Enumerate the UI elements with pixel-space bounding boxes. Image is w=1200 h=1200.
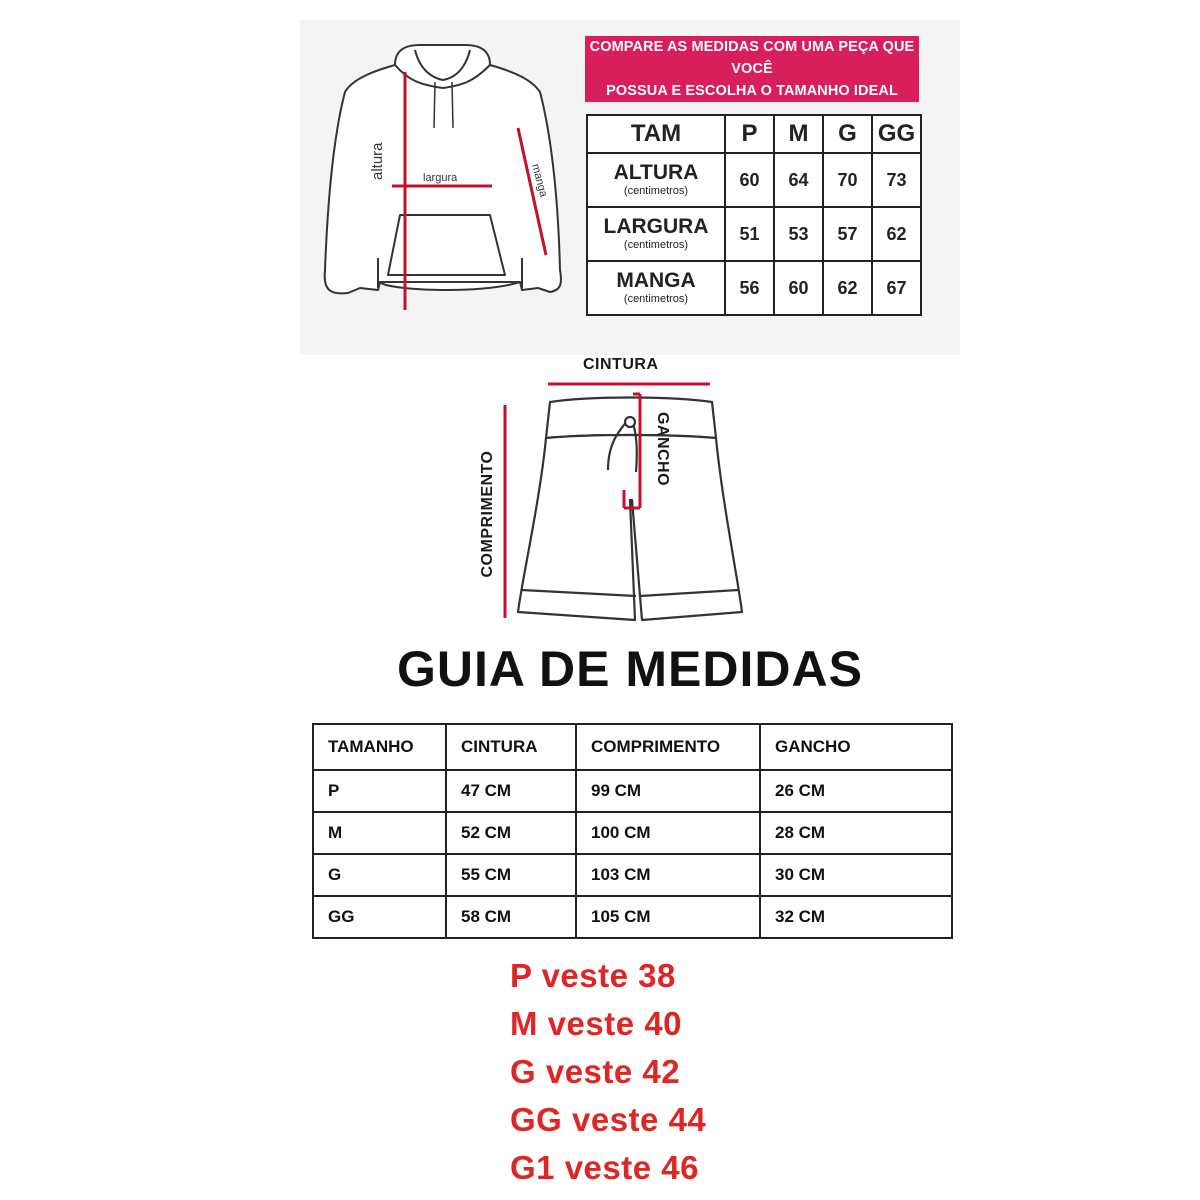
table-cell: 105 CM (576, 896, 760, 938)
header-cell: GG (872, 115, 921, 153)
row-label: LARGURA (centimetros) (587, 207, 725, 261)
size-note: P veste 38 (510, 957, 676, 994)
table-cell: 73 (872, 153, 921, 207)
table-cell: 100 CM (576, 812, 760, 854)
table-row (587, 153, 921, 207)
table-cell: 52 CM (446, 812, 576, 854)
table-cell: 70 (823, 153, 872, 207)
table-cell: 57 (823, 207, 872, 261)
shorts-size-table (312, 723, 953, 939)
table-cell: 26 CM (760, 770, 952, 812)
table-cell: 60 (725, 153, 774, 207)
table-header-row (313, 724, 952, 770)
banner-line-2: POSSUA E ESCOLHA O TAMANHO IDEAL (606, 83, 898, 99)
table-row (313, 770, 952, 812)
table-row (313, 854, 952, 896)
table-cell: 60 (774, 261, 823, 315)
hoodie-outline (325, 45, 561, 293)
size-note: G1 veste 46 (510, 1149, 699, 1186)
hoodie-illustration (300, 20, 600, 355)
cintura-label: CINTURA (583, 356, 659, 373)
manga-label: manga (529, 162, 550, 199)
header-cell: TAM (587, 115, 725, 153)
row-label: MANGA (centimetros) (587, 261, 725, 315)
table-cell: 56 (725, 261, 774, 315)
table-cell: 58 CM (446, 896, 576, 938)
table-header-row (587, 115, 921, 153)
header-cell: P (725, 115, 774, 153)
table-cell: 51 (725, 207, 774, 261)
banner-line-1: COMPARE AS MEDIDAS COM UMA PEÇA QUE VOCÊ (589, 39, 915, 77)
size-note: GG veste 44 (510, 1101, 707, 1138)
table-row (587, 261, 921, 315)
header-cell: COMPRIMENTO (576, 724, 760, 770)
table-cell: M (313, 812, 446, 854)
header-cell: TAMANHO (313, 724, 446, 770)
table-cell: 30 CM (760, 854, 952, 896)
size-note: G veste 42 (510, 1053, 681, 1090)
table-row (313, 812, 952, 854)
row-label: ALTURA (centimetros) (587, 153, 725, 207)
table-cell: 53 (774, 207, 823, 261)
table-cell: 62 (823, 261, 872, 315)
table-cell: 47 CM (446, 770, 576, 812)
table-row (587, 207, 921, 261)
guide-title: GUIA DE MEDIDAS (397, 641, 863, 697)
compare-banner (585, 36, 919, 102)
table-cell: G (313, 854, 446, 896)
table-cell: 32 CM (760, 896, 952, 938)
header-cell: CINTURA (446, 724, 576, 770)
header-cell: G (823, 115, 872, 153)
header-cell: M (774, 115, 823, 153)
table-cell: 62 (872, 207, 921, 261)
table-cell: 99 CM (576, 770, 760, 812)
table-cell: P (313, 770, 446, 812)
header-cell: GANCHO (760, 724, 952, 770)
size-note: M veste 40 (510, 1005, 682, 1042)
size-equivalence-notes (510, 952, 706, 1192)
largura-label: largura (423, 172, 458, 184)
table-cell: 103 CM (576, 854, 760, 896)
table-cell: 55 CM (446, 854, 576, 896)
shorts-illustration (460, 350, 760, 630)
comprimento-label: COMPRIMENTO (479, 450, 496, 578)
table-cell: GG (313, 896, 446, 938)
table-row (313, 896, 952, 938)
table-cell: 28 CM (760, 812, 952, 854)
gancho-label: GANCHO (654, 411, 671, 487)
table-cell: 67 (872, 261, 921, 315)
altura-label: altura (369, 142, 386, 180)
table-cell: 64 (774, 153, 823, 207)
hoodie-size-table (586, 114, 922, 316)
